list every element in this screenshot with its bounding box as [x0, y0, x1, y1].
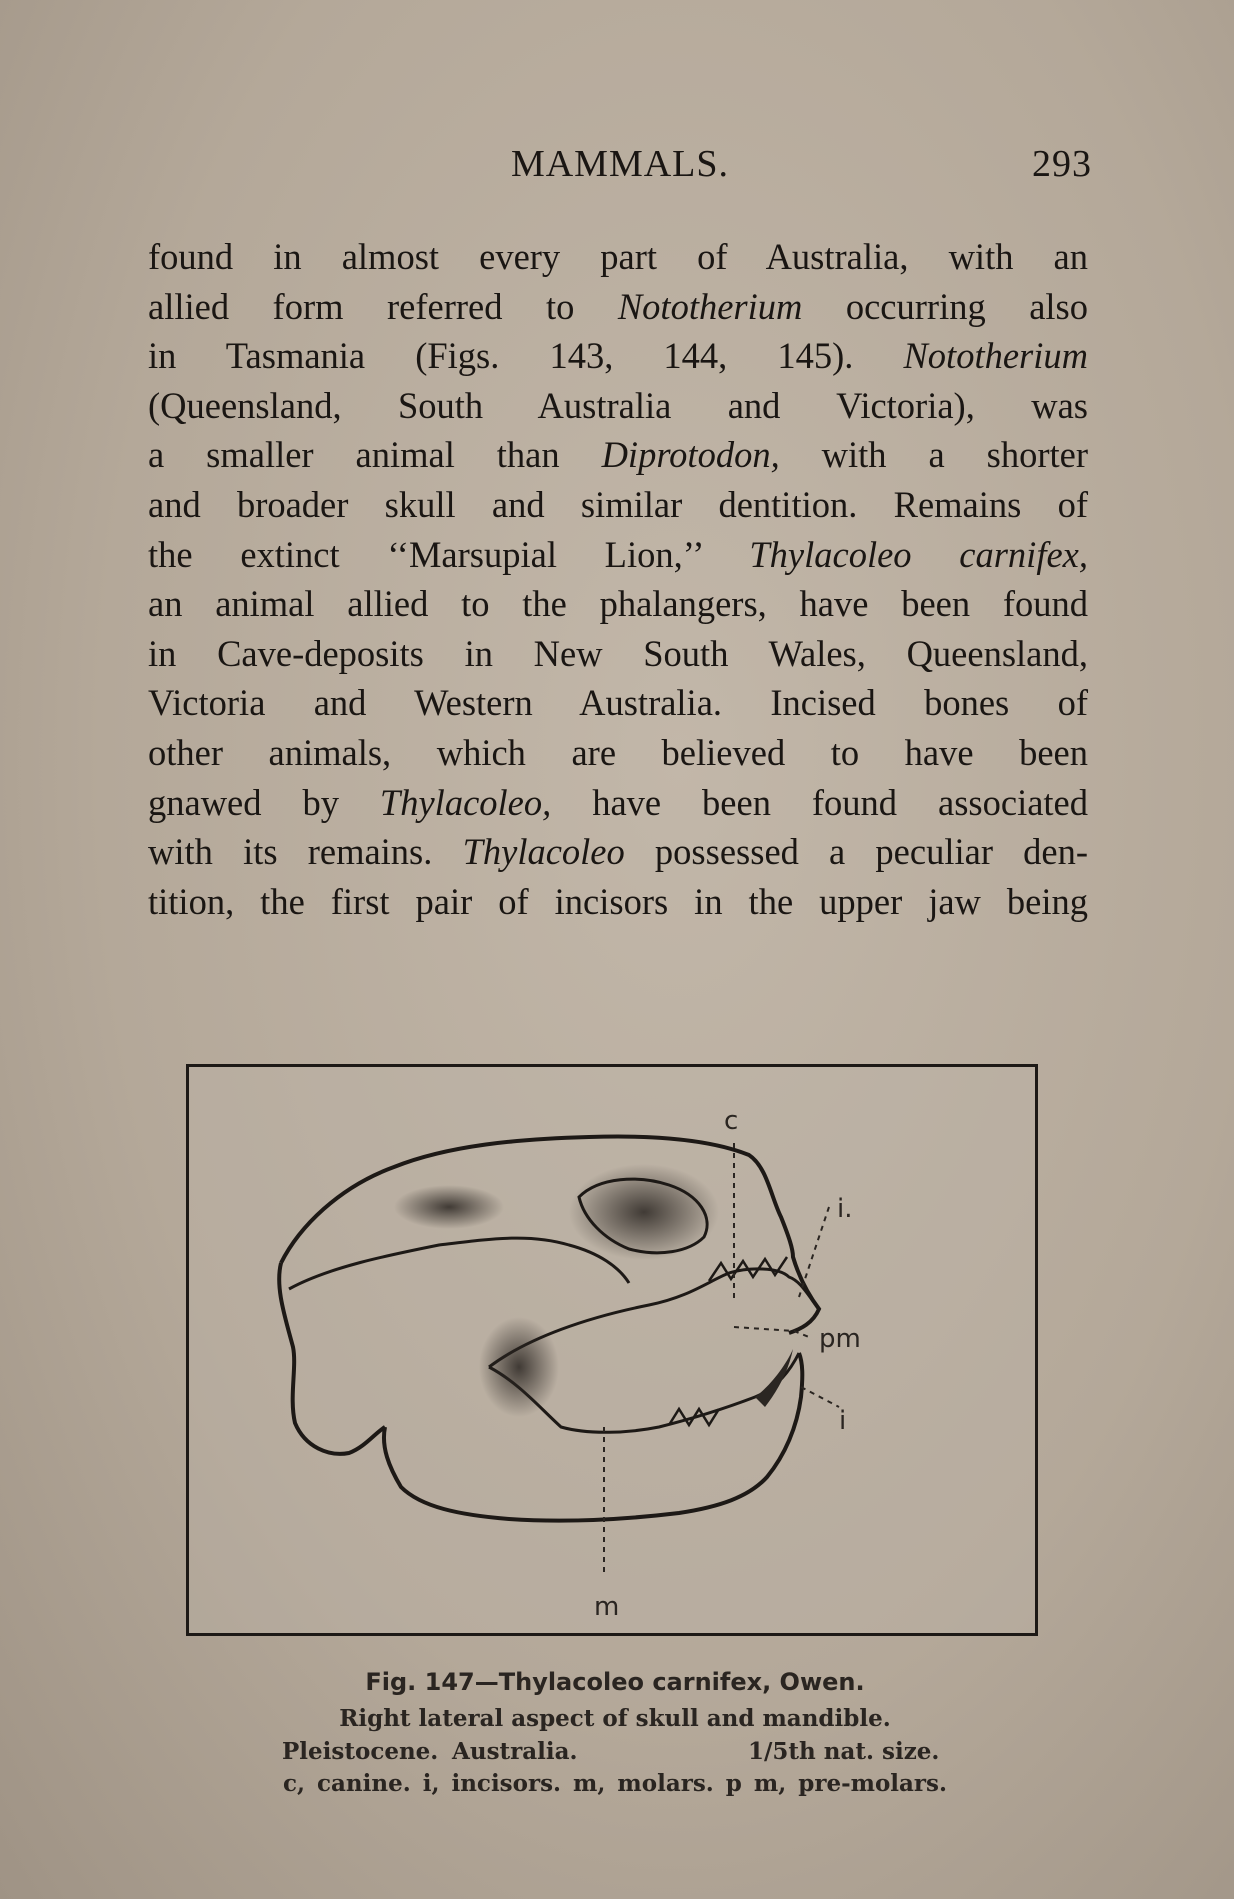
text-line — [148, 331, 1088, 381]
text-line — [148, 579, 1088, 629]
label-premolar: pm — [819, 1324, 861, 1354]
occipital-outline — [279, 1263, 385, 1454]
figure-caption — [200, 1668, 1030, 1797]
text-run: with its remains. — [148, 831, 463, 873]
caption-locality: Australia. — [452, 1738, 578, 1765]
text-run: an animal allied to the phalangers, have been found — [148, 583, 1088, 625]
text-line — [148, 530, 1088, 580]
text-run: in Tasmania (Figs. 143, 144, 145). — [148, 335, 904, 377]
body-paragraph — [148, 232, 1088, 926]
cranium-outline — [281, 1137, 819, 1333]
text-run: tition, the first pair of incisors in the upper jaw being — [148, 880, 1088, 922]
text-line — [148, 430, 1088, 480]
page-number: 293 — [1032, 143, 1092, 185]
mandible-outline — [384, 1353, 802, 1521]
temporal-shading — [394, 1185, 504, 1229]
text-line — [148, 629, 1088, 679]
text-line — [148, 381, 1088, 431]
label-canine: c — [724, 1106, 739, 1136]
label-lower-incisor: i — [839, 1406, 847, 1436]
text-run: a smaller animal than — [148, 434, 602, 476]
caption-epoch: Pleistocene. — [282, 1738, 439, 1765]
lower-incisor-pointer — [801, 1387, 839, 1407]
italic-term: Nototherium — [903, 335, 1088, 377]
caption-legend: c, canine. i, incisors. m, molars. p m, pre-molars. — [282, 1770, 948, 1797]
text-run: gnawed by — [148, 781, 380, 823]
running-head — [148, 142, 1092, 192]
text-line — [148, 282, 1088, 332]
label-upper-incisor: i. — [837, 1194, 853, 1224]
text-line — [148, 827, 1088, 877]
italic-term: Thylacoleo carnifex, — [749, 533, 1088, 575]
text-run: with a shorter — [779, 434, 1088, 476]
caption-title: Fig. 147—Thylacoleo carnifex, Owen. — [365, 1668, 865, 1696]
text-run: the extinct ‘‘Marsupial Lion,’’ — [148, 533, 750, 575]
text-run: other animals, which are believed to have been — [148, 731, 1088, 773]
caption-details-row — [200, 1738, 1030, 1770]
text-run: Victoria and Western Australia. Incised bones of — [148, 682, 1088, 724]
skull-illustration — [189, 1067, 1035, 1633]
text-line — [148, 480, 1088, 530]
lower-incisor — [755, 1349, 793, 1407]
jaw-shading — [479, 1317, 559, 1417]
text-run: have been found associated — [551, 781, 1088, 823]
upper-incisor-pointer — [799, 1207, 829, 1297]
italic-term: Nototherium — [617, 285, 803, 327]
label-molar: m — [594, 1592, 620, 1622]
text-run: allied form referred to — [148, 285, 618, 327]
italic-term: Thylacoleo — [462, 831, 625, 873]
caption-subtitle: Right lateral aspect of skull and mandible. — [339, 1705, 891, 1732]
text-line — [148, 728, 1088, 778]
figure-147-frame — [186, 1064, 1038, 1636]
text-run: (Queensland, South Australia and Victoria), was — [148, 384, 1088, 426]
text-line — [148, 877, 1088, 927]
text-run: and broader skull and similar dentition. Remains of — [148, 483, 1088, 525]
text-line — [148, 778, 1088, 828]
text-run: in Cave-deposits in New South Wales, Queensland, — [148, 632, 1088, 674]
caption-scale: 1/5th nat. size. — [748, 1738, 940, 1765]
italic-term: Diprotodon, — [601, 434, 780, 476]
text-line — [148, 232, 1088, 282]
text-run: possessed a peculiar den- — [624, 831, 1088, 873]
italic-term: Thylacoleo, — [379, 781, 552, 823]
text-line — [148, 678, 1088, 728]
chapter-title: MAMMALS. — [510, 143, 730, 185]
zygomatic-arch — [289, 1238, 629, 1289]
text-run: found in almost every part of Australia, with an — [148, 236, 1088, 277]
text-run: occurring also — [802, 285, 1088, 327]
